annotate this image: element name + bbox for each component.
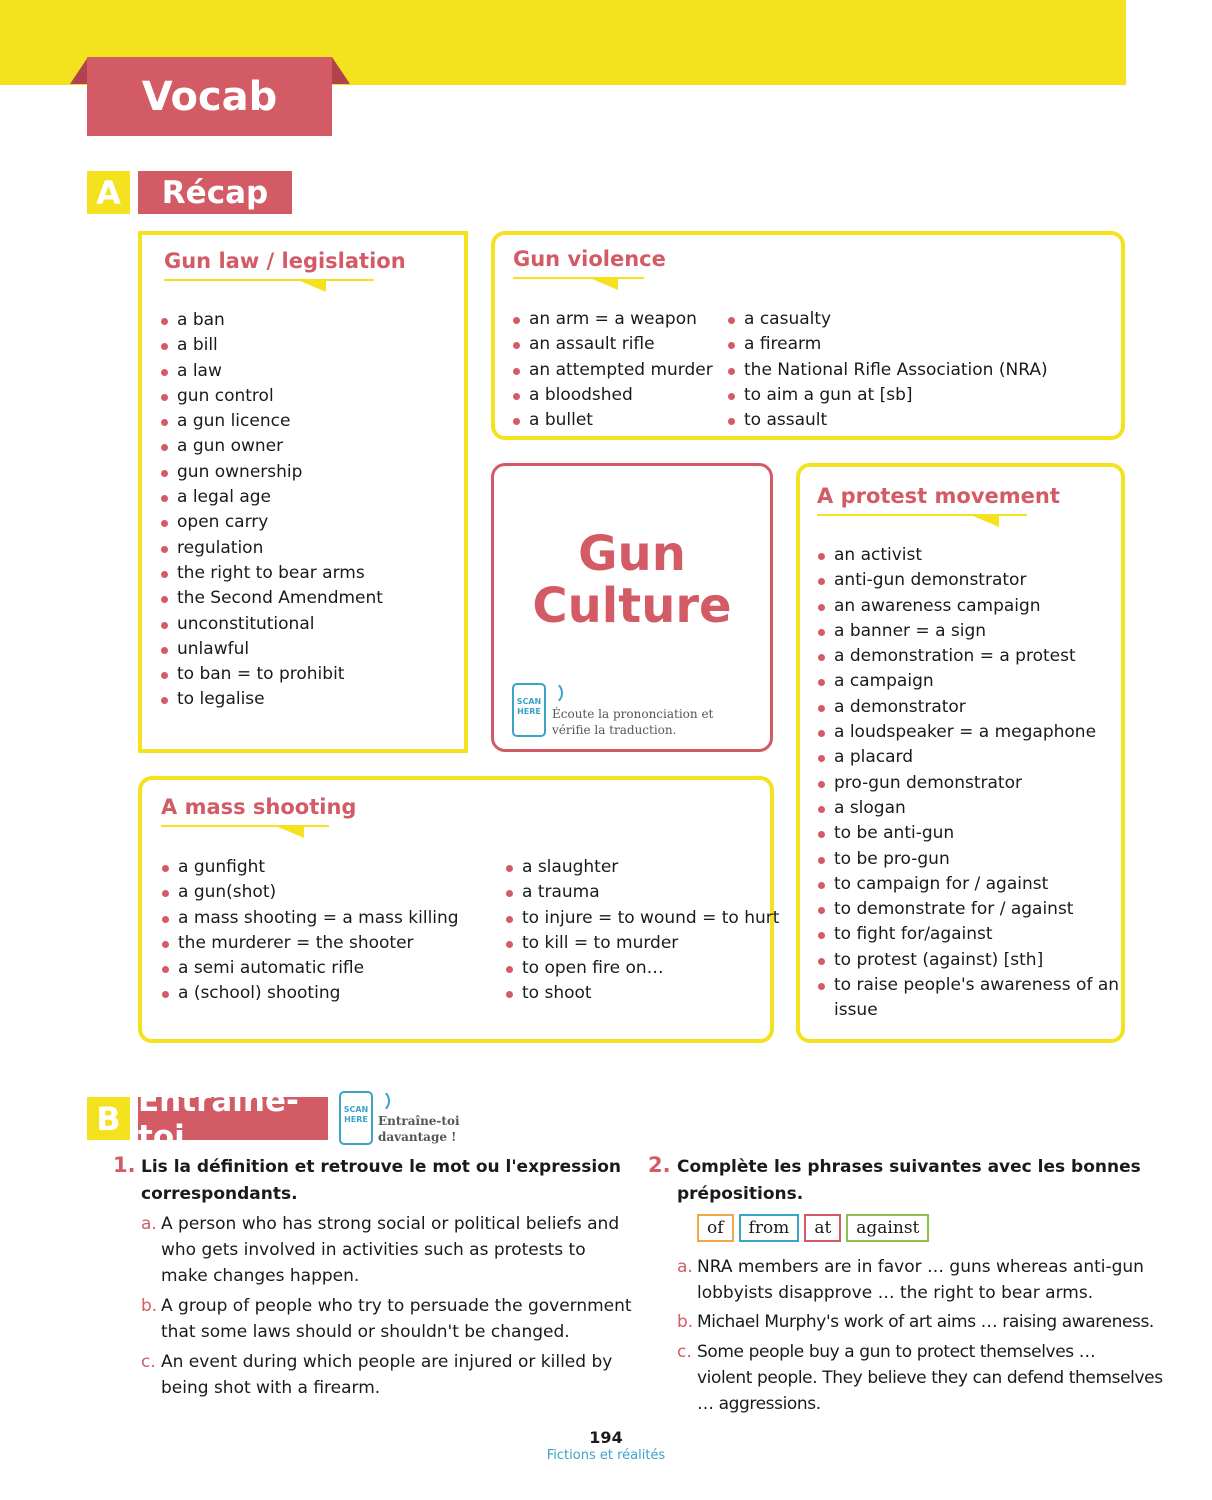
exercise-1-instructions: [141, 1154, 621, 1208]
gun-violence-list-1: [512, 307, 713, 433]
protest-list: [817, 543, 1119, 1024]
mass-shooting-list-2: [505, 855, 779, 1007]
vocab-item: a demonstration = a protest: [817, 644, 1119, 669]
item-line: A person who has strong social or political beliefs and: [161, 1214, 620, 1234]
item-line: NRA members are in favor … guns whereas anti-gun: [697, 1257, 1144, 1277]
item-letter: b.: [141, 1296, 158, 1316]
exercise-2-item-b: [677, 1309, 1154, 1335]
vocab-item: the Second Amendment: [160, 586, 383, 611]
preposition-chip: from: [739, 1214, 800, 1242]
item-letter: a.: [141, 1214, 157, 1234]
vocab-item: unconstitutional: [160, 612, 383, 637]
vocab-item: open carry: [160, 510, 383, 535]
signal-waves-icon: [374, 1089, 390, 1113]
exercise-2-number: 2.: [648, 1153, 671, 1177]
title-underline-tail: [973, 516, 999, 527]
item-line: that some laws should or shouldn't be changed.: [161, 1322, 570, 1342]
exercise-2-instructions: [677, 1154, 1141, 1208]
ribbon-fold-left: [70, 57, 88, 84]
preposition-chip: against: [846, 1214, 929, 1242]
vocab-item: a gun licence: [160, 409, 383, 434]
exercise-1-item-c: [141, 1349, 613, 1398]
vocab-item: unlawful: [160, 637, 383, 662]
vocab-item: to ban = to prohibit: [160, 662, 383, 687]
vocab-item: a mass shooting = a mass killing: [161, 906, 459, 931]
scan-note-b: [378, 1113, 460, 1145]
item-line: lobbyists disapprove … the right to bear arms.: [697, 1283, 1094, 1303]
vocab-item: an awareness campaign: [817, 594, 1119, 619]
vocab-item: to aim a gun at [sb]: [727, 383, 1048, 408]
vocab-item: a casualty: [727, 307, 1048, 332]
scan-note-b-line-1: Entraîne-toi: [378, 1114, 460, 1128]
vocab-item: a gun(shot): [161, 880, 459, 905]
exercise-2-item-a: [677, 1254, 1144, 1303]
vocab-item: to kill = to murder: [505, 931, 779, 956]
vocab-item: a firearm: [727, 332, 1048, 357]
title-underline: [164, 279, 374, 281]
item-line: Michael Murphy's work of art aims … raising awareness.: [697, 1312, 1154, 1332]
item-text: [697, 1254, 1144, 1306]
vocab-item: to shoot: [505, 981, 779, 1006]
vocab-item: the murderer = the shooter: [161, 931, 459, 956]
preposition-chip: at: [804, 1214, 841, 1242]
title-underline-tail: [278, 827, 304, 838]
vocab-item: a ban: [160, 308, 383, 333]
vocab-item: an activist: [817, 543, 1119, 568]
mass-shooting-title: A mass shooting: [161, 795, 357, 819]
scan-phone-icon[interactable]: SCAN HERE: [339, 1091, 373, 1145]
vocab-item: an arm = a weapon: [512, 307, 713, 332]
vocab-item: the National Rifle Association (NRA): [727, 358, 1048, 383]
vocab-item: to campaign for / against: [817, 872, 1119, 897]
vocab-item: an attempted murder: [512, 358, 713, 383]
vocab-item: a gunfight: [161, 855, 459, 880]
item-line: violent people. They believe they can defend themselves: [697, 1368, 1163, 1388]
chapter-subtitle: Fictions et réalités: [546, 1448, 666, 1463]
item-line: An event during which people are injured or killed by: [161, 1352, 613, 1372]
exercise-1-instructions-line: Lis la définition et retrouve le mot ou l'expression: [141, 1157, 621, 1177]
item-text: [697, 1339, 1163, 1417]
item-letter: b.: [677, 1312, 694, 1332]
vocab-item: a trauma: [505, 880, 779, 905]
item-text: [161, 1293, 632, 1345]
title-underline-tail: [592, 279, 618, 290]
protest-title: A protest movement: [817, 484, 1060, 508]
vocab-item: gun ownership: [160, 460, 383, 485]
item-text: [161, 1211, 619, 1289]
vocab-item: a bullet: [512, 408, 713, 433]
gun-law-list: [160, 308, 383, 713]
vocab-item: the right to bear arms: [160, 561, 383, 586]
section-b-letter: B: [87, 1097, 130, 1140]
vocab-item: a campaign: [817, 669, 1119, 694]
item-text: [697, 1309, 1154, 1335]
vocab-item: gun control: [160, 384, 383, 409]
vocab-item: to protest (against) [sth]: [817, 948, 1119, 973]
title-underline-tail: [300, 281, 326, 292]
item-line: make changes happen.: [161, 1266, 360, 1286]
item-line: being shot with a firearm.: [161, 1378, 381, 1398]
item-text: [161, 1349, 612, 1401]
scan-note: [552, 706, 713, 738]
vocab-item: pro-gun demonstrator: [817, 771, 1119, 796]
section-a-letter: A: [87, 171, 130, 214]
section-a-title: Récap: [138, 171, 292, 214]
gun-culture-title: [491, 528, 773, 632]
vocab-item: to demonstrate for / against: [817, 897, 1119, 922]
vocab-item: to assault: [727, 408, 1048, 433]
exercise-2-instructions-line: Complète les phrases suivantes avec les bonnes: [677, 1157, 1141, 1177]
section-b-title: Entraîne-toi: [138, 1097, 328, 1140]
vocab-item: a bloodshed: [512, 383, 713, 408]
item-letter: c.: [677, 1342, 692, 1362]
vocab-item: to legalise: [160, 687, 383, 712]
vocab-item: a gun owner: [160, 434, 383, 459]
vocab-item: a semi automatic rifle: [161, 956, 459, 981]
vocab-item: a demonstrator: [817, 695, 1119, 720]
page-number: 194: [589, 1428, 623, 1447]
item-line: … aggressions.: [697, 1394, 821, 1414]
gun-violence-title: Gun violence: [513, 247, 666, 271]
scan-note-line-1: Écoute la prononciation et: [552, 707, 714, 721]
vocab-item: a slogan: [817, 796, 1119, 821]
vocab-item: regulation: [160, 536, 383, 561]
vocab-item: to raise people's awareness of an: [817, 973, 1119, 998]
vocab-tab: Vocab: [87, 57, 332, 136]
gun-culture-line-2: Culture: [532, 578, 732, 634]
vocab-item: a banner = a sign: [817, 619, 1119, 644]
scan-note-b-line-2: davantage !: [378, 1130, 457, 1144]
gun-culture-line-1: Gun: [578, 526, 686, 582]
vocab-item: to open fire on…: [505, 956, 779, 981]
vocab-item: a placard: [817, 745, 1119, 770]
preposition-chips: [697, 1214, 934, 1242]
vocab-item: a loudspeaker = a megaphone: [817, 720, 1119, 745]
exercise-1-item-b: [141, 1293, 632, 1342]
preposition-chip: of: [697, 1214, 734, 1242]
scan-note-line-2: vérifie la traduction.: [552, 723, 677, 737]
scan-phone-icon[interactable]: SCAN HERE: [512, 683, 546, 737]
item-line: A group of people who try to persuade the government: [161, 1296, 632, 1316]
mass-shooting-list-1: [161, 855, 459, 1007]
item-letter: c.: [141, 1352, 156, 1372]
vocab-item: to be anti-gun: [817, 821, 1119, 846]
item-letter: a.: [677, 1257, 693, 1277]
item-line: who gets involved in activities such as protests to: [161, 1240, 586, 1260]
gun-law-title: Gun law / legislation: [164, 249, 406, 273]
title-underline: [513, 277, 644, 279]
vocab-item: issue: [834, 1000, 878, 1021]
vocab-item: to be pro-gun: [817, 847, 1119, 872]
vocab-item: a slaughter: [505, 855, 779, 880]
vocab-item: an assault rifle: [512, 332, 713, 357]
ribbon-fold-right: [332, 57, 350, 84]
exercise-1-instructions-line: correspondants.: [141, 1184, 298, 1204]
vocab-item: a bill: [160, 333, 383, 358]
exercise-1-item-a: [141, 1211, 620, 1286]
exercise-2-item-c: [677, 1339, 1163, 1414]
vocab-item: a law: [160, 359, 383, 384]
gun-violence-list-2: [727, 307, 1048, 433]
exercise-2-instructions-line: prépositions.: [677, 1184, 804, 1204]
vocab-item: a legal age: [160, 485, 383, 510]
vocab-item: a (school) shooting: [161, 981, 459, 1006]
vocab-item: to fight for/against: [817, 922, 1119, 947]
vocab-item: anti-gun demonstrator: [817, 568, 1119, 593]
vocab-item: to injure = to wound = to hurt: [505, 906, 779, 931]
exercise-1-number: 1.: [113, 1153, 136, 1177]
item-line: Some people buy a gun to protect themselves …: [697, 1342, 1096, 1362]
